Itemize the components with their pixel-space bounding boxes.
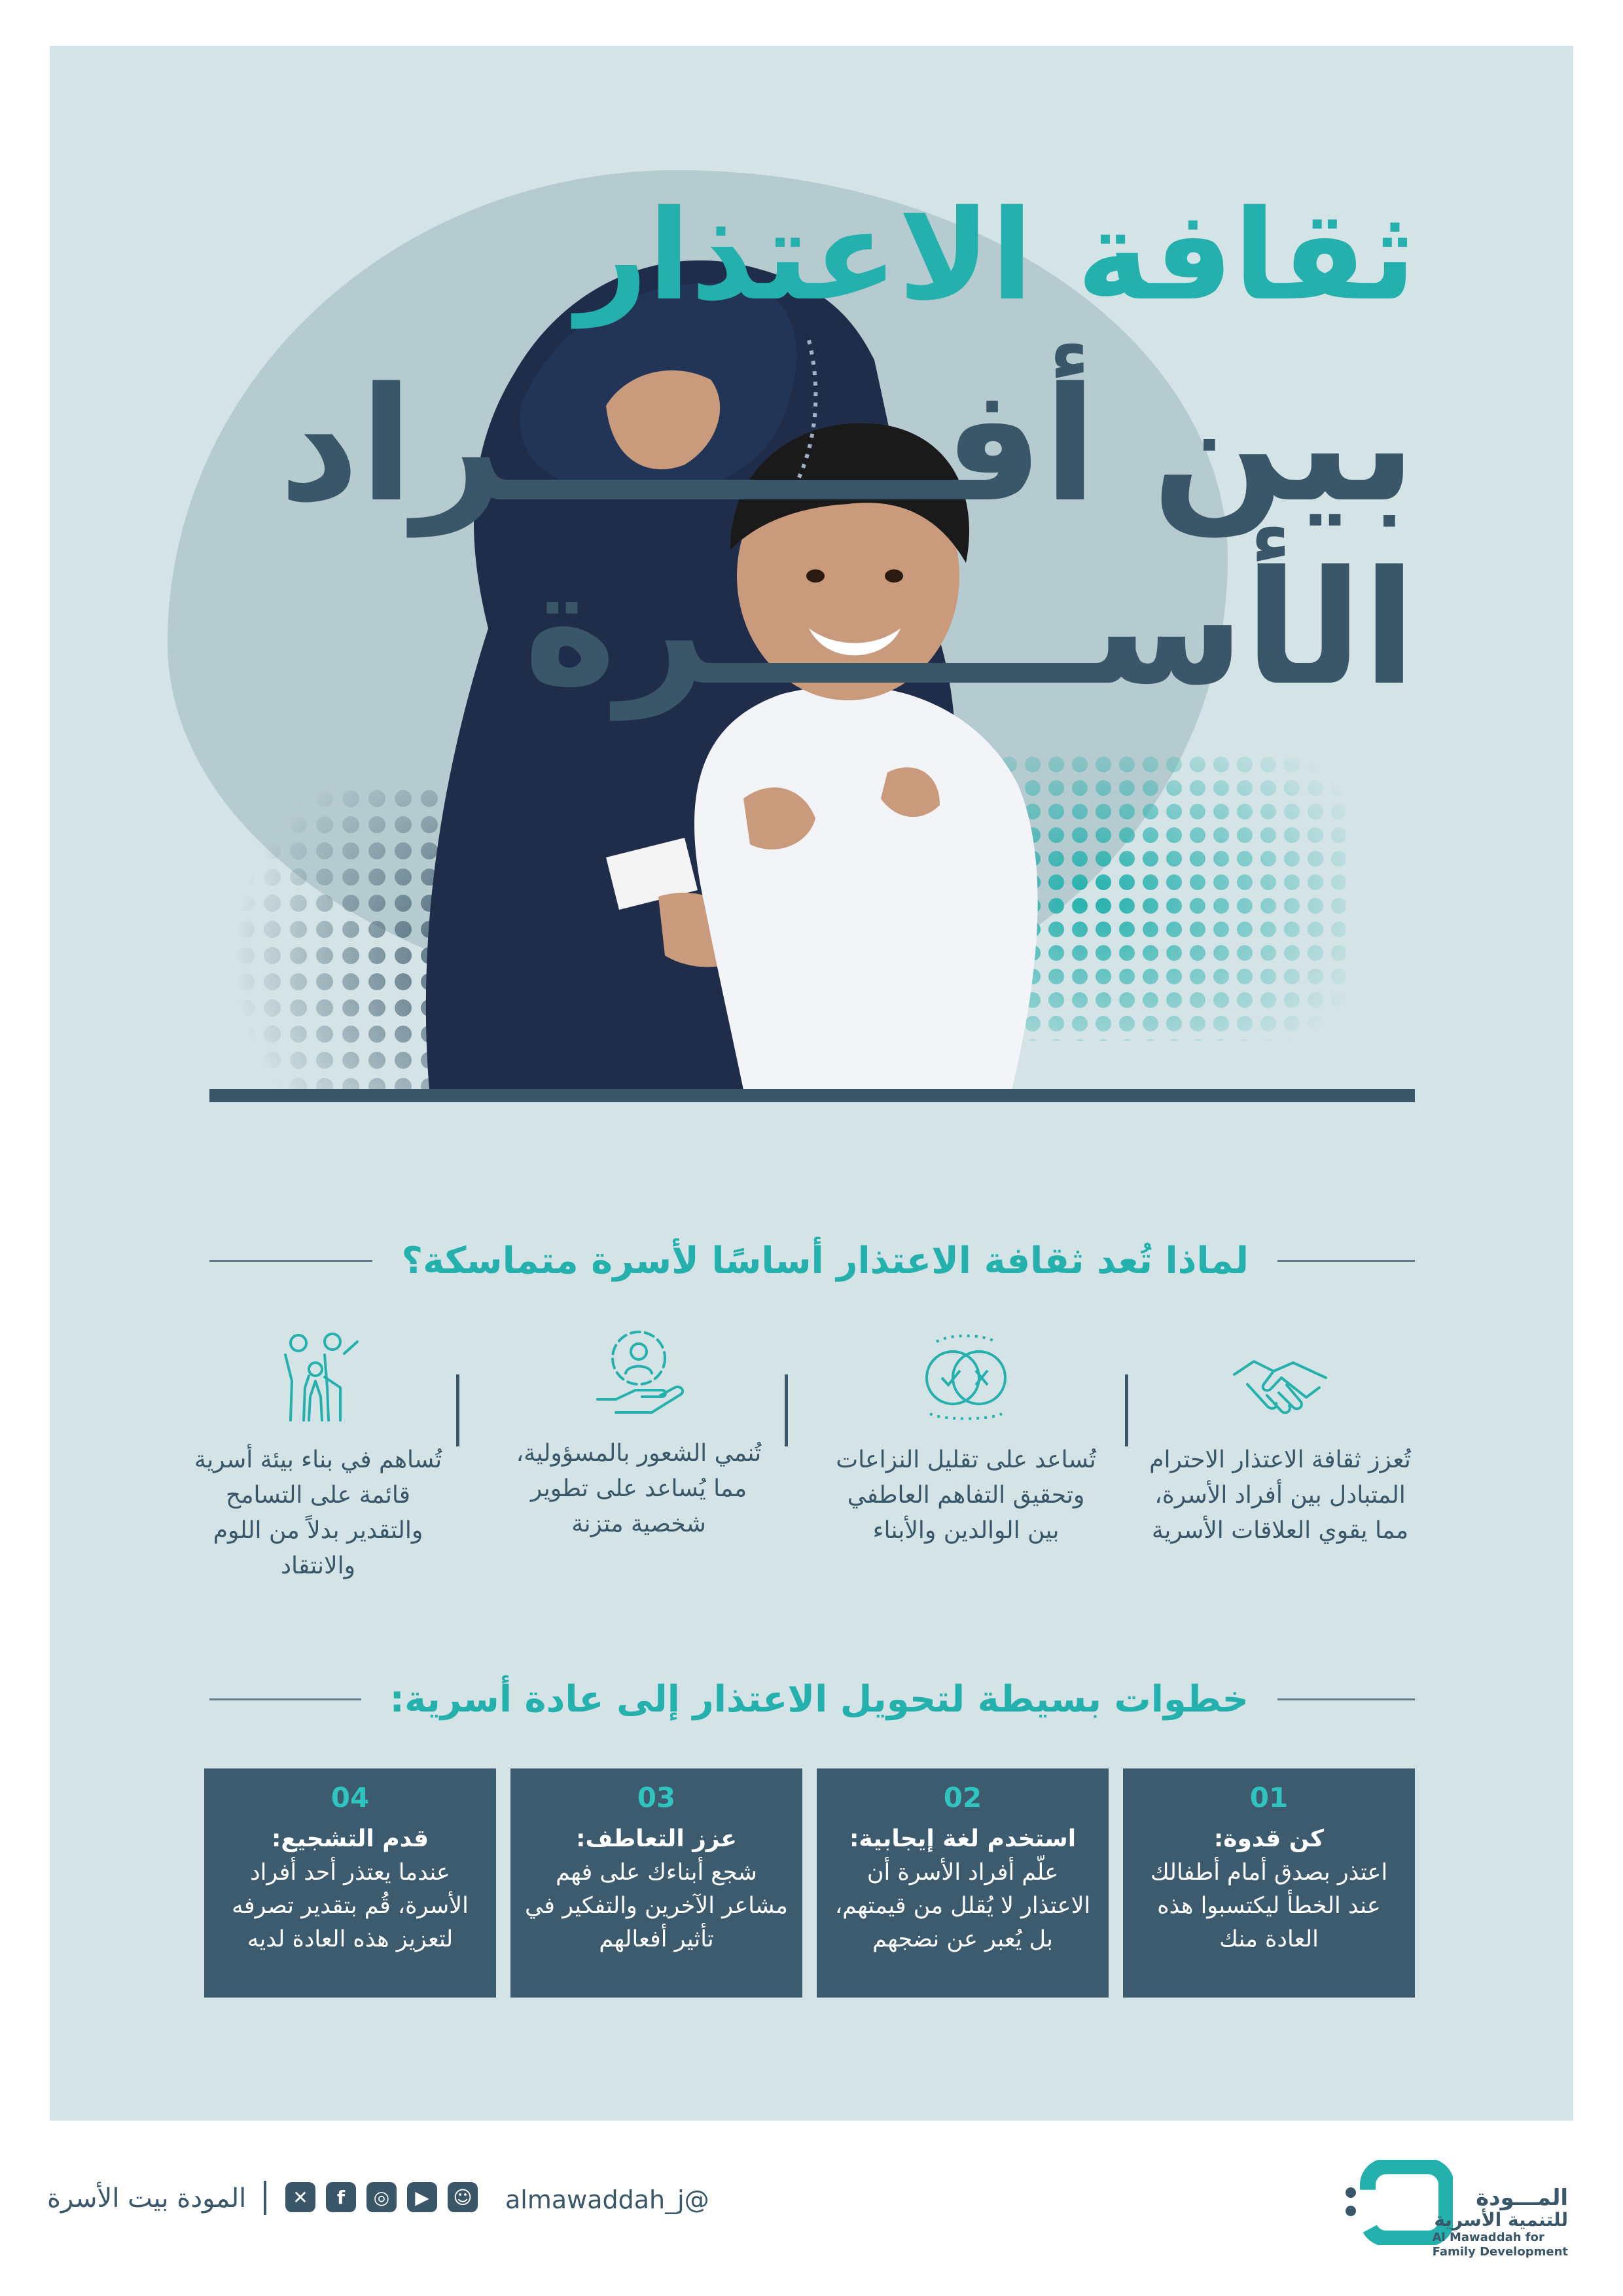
- divider-line: [1277, 1698, 1415, 1700]
- benefit-item: [835, 1329, 1097, 1549]
- divider-line: [1277, 1260, 1415, 1262]
- step-body: عندما يعتذر أحد أفراد الأسرة، قُم بتقدير تصرفه لتعزيز هذه العادة لديه: [232, 1859, 469, 1952]
- why-heading: لماذا تُعد ثقافة الاعتذار أساسًا لأسرة متماسكة؟: [401, 1239, 1249, 1282]
- step-body: شجع أبناءك على فهم مشاعر الآخرين والتفكير في تأثير أفعالهم: [525, 1859, 788, 1952]
- divider-line: [209, 1698, 361, 1700]
- benefit-item: [187, 1329, 449, 1584]
- footer-separator: [264, 2181, 266, 2215]
- youtube-icon[interactable]: ▶: [407, 2182, 437, 2212]
- brand-name-ar: المـــودة: [1476, 2185, 1568, 2211]
- brand-subtitle-ar: للتنمية الأسرية: [1434, 2209, 1568, 2231]
- benefit-text: تُنمي الشعور بالمسؤولية، مما يُساعد على تطوير شخصية متزنة: [516, 1440, 762, 1537]
- vertical-separator: [1125, 1374, 1128, 1446]
- facebook-icon[interactable]: f: [326, 2182, 356, 2212]
- why-heading-row: [209, 1234, 1415, 1287]
- step-number: 03: [637, 1782, 676, 1814]
- step-title: كن قدوة:: [1213, 1825, 1325, 1852]
- title-line-2: بين أفــــــــراد: [278, 353, 1416, 537]
- handshake-icon: [1228, 1348, 1332, 1427]
- tagline: المودة بيت الأسرة: [47, 2183, 247, 2214]
- step-card-03: [510, 1768, 802, 1998]
- benefit-item: [508, 1322, 770, 1542]
- responsibility-hand-icon: [590, 1322, 688, 1420]
- snapchat-icon[interactable]: ☺: [448, 2182, 478, 2212]
- divider-line: [209, 1260, 372, 1262]
- vertical-separator: [456, 1374, 459, 1446]
- title-line-3: الأســـــــرة: [524, 537, 1416, 720]
- step-title: عزز التعاطف:: [576, 1825, 737, 1852]
- step-body: اعتذر بصدق أمام أطفالك عند الخطأ ليكتسبوا هذه العادة منك: [1150, 1859, 1388, 1952]
- step-body: علّم أفراد الأسرة أن الاعتذار لا يُقلل من قيمتهم، بل يُعبر عن نضجهم: [834, 1859, 1091, 1952]
- instagram-icon[interactable]: ◎: [366, 2182, 397, 2212]
- social-icons: [285, 2182, 478, 2212]
- steps-heading-row: [209, 1673, 1415, 1725]
- main-panel: [50, 46, 1573, 2121]
- conflict-resolution-icon: [917, 1329, 1015, 1427]
- vertical-separator: [785, 1374, 788, 1446]
- step-card-02: [817, 1768, 1109, 1998]
- brand-name-en: Al Mawaddah for: [1432, 2231, 1544, 2245]
- brand-name: [1433, 2186, 1568, 2259]
- benefit-text: تُعزز ثقافة الاعتذار الاحترام المتبادل بين أفراد الأسرة، مما يقوي العلاقات الأسرية: [1149, 1446, 1411, 1544]
- title-line-1: ثقافة الاعتذار: [576, 183, 1416, 328]
- step-number: 04: [330, 1782, 370, 1814]
- brand-subtitle-en: Family Development: [1432, 2244, 1568, 2259]
- step-number: 02: [943, 1782, 982, 1814]
- benefit-item: [1149, 1348, 1411, 1549]
- step-title: قدم التشجيع:: [271, 1825, 429, 1852]
- step-card-01: [1123, 1768, 1415, 1998]
- benefit-text: تُساعد على تقليل النزاعات وتحقيق التفاهم العاطفي بين الوالدين والأبناء: [836, 1446, 1096, 1544]
- social-handle[interactable]: almawaddah_j@: [505, 2185, 709, 2214]
- photo-base-bar: [209, 1089, 1415, 1102]
- benefit-text: تُساهم في بناء بيئة أسرية قائمة على التسامح والتقدير بدلاً من اللوم والانتقاد: [194, 1446, 442, 1579]
- step-title: استخدم لغة إيجابية:: [849, 1825, 1077, 1852]
- family-icon: [272, 1329, 364, 1427]
- steps-heading: خطوات بسيطة لتحويل الاعتذار إلى عادة أسرية:: [389, 1677, 1249, 1721]
- x-icon[interactable]: ✕: [285, 2182, 315, 2212]
- step-number: 01: [1249, 1782, 1289, 1814]
- step-card-04: [204, 1768, 496, 1998]
